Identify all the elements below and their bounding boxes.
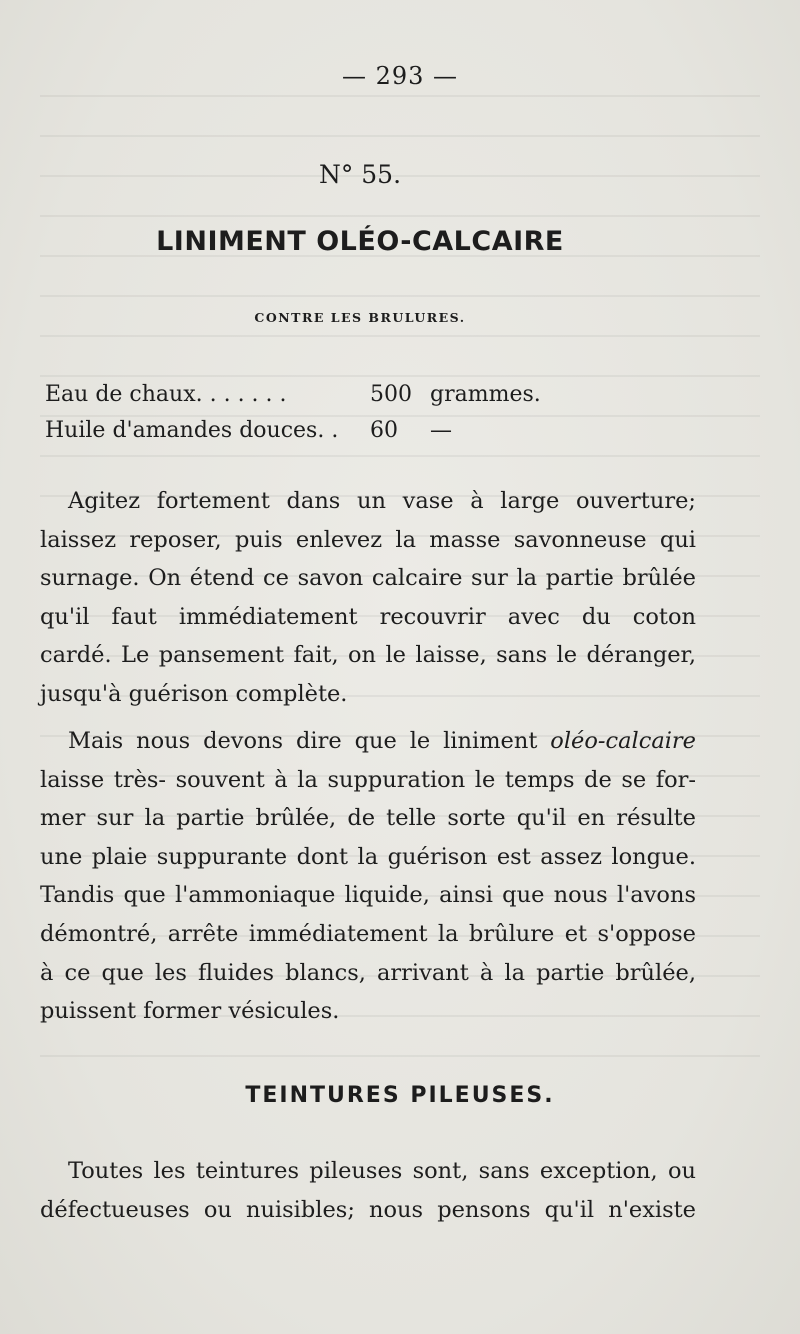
text-line: laissez reposer, puis enlevez la masse savonneuse qui [40,526,696,553]
italic-term: oléo-calcaire [550,728,696,754]
paragraph-instructions [40,482,696,714]
recipe-number: N° 55. [318,160,402,189]
ingredient-quantity: 60 [370,418,398,443]
page-number: — 293 — [341,62,459,90]
text-line: une plaie suppurante dont la guérison est assez longue. [40,843,696,870]
paragraph-hair-dyes [40,1152,696,1229]
ingredient-name: Eau de chaux. . . . . . . [45,382,287,407]
ingredient-unit: — [430,418,452,443]
text-line: Toutes les teintures pileuses sont, sans exception, ou [68,1158,696,1184]
recipe-subtitle: CONTRE LES BRULURES. [254,310,466,325]
text-line: à ce que les fluides blancs, arrivant à la partie brûlée, [40,959,696,986]
paragraph-warning [40,722,696,1031]
ingredient-line [45,382,541,407]
section-heading: TEINTURES PILEUSES. [245,1083,555,1108]
text-line: démontré, arrête immédiatement la brûlure et s'oppose [40,920,696,947]
text-line: puissent former vésicules. [40,998,340,1025]
text-line: Tandis que l'ammoniaque liquide, ainsi que nous l'avons [40,882,696,909]
text-line: Agitez fortement dans un vase à large ouverture; [68,488,696,514]
text-line: cardé. Le pansement fait, on le laisse, sans le déranger, [40,642,696,669]
text-segment: Mais nous devons dire que le liniment [68,728,551,754]
text-line: surnage. On étend ce savon calcaire sur la partie brûlée [40,565,696,592]
text-line: jusqu'à guérison complète. [40,680,348,707]
ingredient-line [45,418,452,443]
ingredient-unit: grammes. [430,382,541,407]
text-line [40,722,696,761]
ingredient-quantity: 500 [370,382,412,407]
text-line: laisse très- souvent à la suppuration le temps de se for- [40,766,696,793]
ingredient-name: Huile d'amandes douces. . [45,418,339,443]
text-line: mer sur la partie brûlée, de telle sorte qu'il en résulte [40,805,696,832]
text-line: défectueuses ou nuisibles; nous pensons qu'il n'existe [40,1196,696,1223]
recipe-title: LINIMENT OLÉO-CALCAIRE [156,226,564,257]
text-line: qu'il faut immédiatement recouvrir avec du coton [40,603,696,630]
